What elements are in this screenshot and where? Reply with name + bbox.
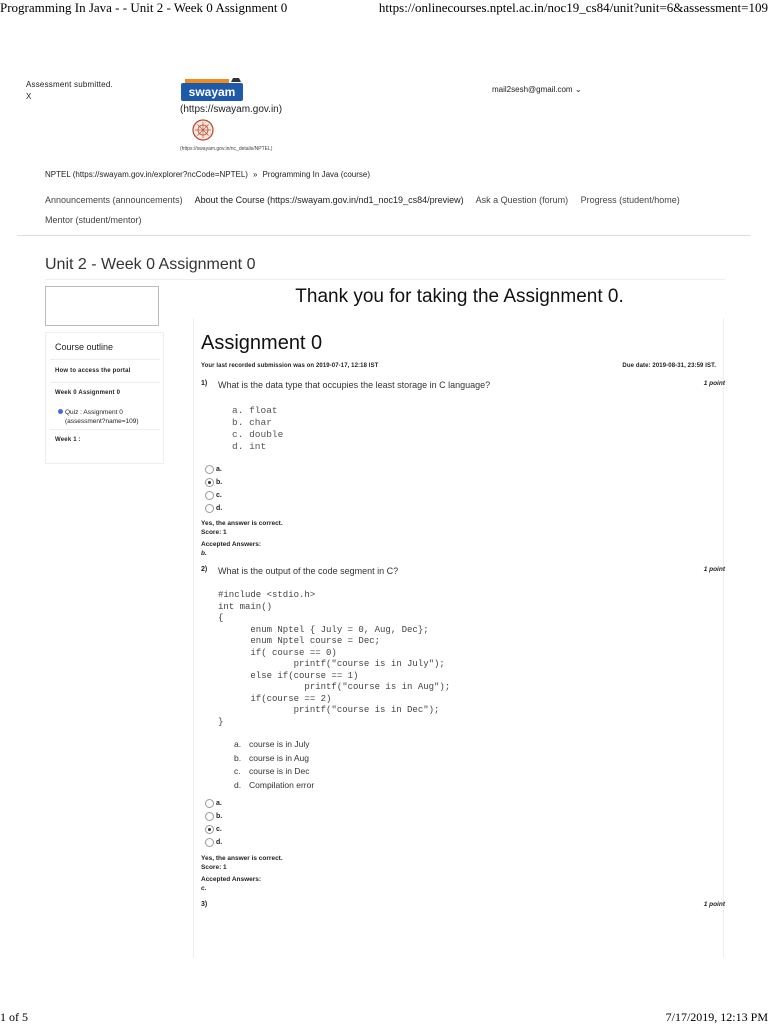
option-text: d. Compilation error bbox=[234, 779, 315, 790]
last-submission-text: Your last recorded submission was on 2019-07-17, 12:18 IST bbox=[201, 363, 379, 369]
question-number: 1) bbox=[201, 380, 208, 387]
option-text: b. char bbox=[232, 417, 272, 428]
close-icon[interactable]: X bbox=[26, 92, 32, 101]
code-line: if(course == 2) bbox=[218, 693, 332, 704]
thank-you-message: Thank you for taking the Assignment 0. bbox=[295, 286, 624, 307]
code-line: #include <stdio.h> bbox=[218, 590, 316, 600]
code-line: enum Nptel course = Dec; bbox=[218, 636, 381, 646]
breadcrumb-course[interactable]: Programming In Java (course) bbox=[262, 170, 371, 179]
answer-feedback bbox=[201, 519, 283, 558]
accepted-answer: c. bbox=[201, 885, 207, 892]
assignment-title: Assignment 0 bbox=[201, 332, 323, 354]
quiz-link: (assessment?name=109) bbox=[65, 418, 139, 425]
answer-choice[interactable]: a. bbox=[205, 797, 222, 809]
question-text: What is the output of the code segment in C? bbox=[218, 566, 399, 576]
course-nav bbox=[45, 195, 690, 225]
radio-button-selected[interactable] bbox=[205, 825, 214, 834]
question-options bbox=[234, 738, 314, 792]
accepted-answer: b. bbox=[201, 550, 207, 557]
question-number: 3) bbox=[201, 901, 208, 908]
radio-button[interactable] bbox=[205, 465, 214, 474]
nav-about-course[interactable]: About the Course (https://swayam.gov.in/nd1_noc19_cs84/preview) bbox=[194, 195, 464, 205]
score-text: Score: 1 bbox=[201, 529, 227, 536]
divider bbox=[45, 279, 725, 280]
sidebar-item-quiz[interactable] bbox=[58, 408, 139, 426]
code-line: printf("course is in Dec"); bbox=[218, 705, 440, 715]
divider bbox=[50, 359, 160, 360]
assessment-submitted-note bbox=[26, 79, 113, 103]
swayam-link[interactable]: (https://swayam.gov.in) bbox=[180, 104, 283, 115]
code-line: else if(course == 1) bbox=[218, 670, 359, 681]
answer-choice[interactable]: b. bbox=[205, 810, 222, 822]
course-outline-sidebar bbox=[45, 332, 164, 464]
radio-button[interactable] bbox=[205, 799, 214, 808]
print-page-url: https://onlinecourses.nptel.ac.in/noc19_cs84/unit?unit=6&assessment=109 bbox=[378, 0, 768, 15]
code-line: if( course == 0) bbox=[218, 647, 337, 658]
nav-announcements[interactable]: Announcements (announcements) bbox=[45, 195, 183, 205]
answer-choice[interactable]: c. bbox=[205, 489, 222, 501]
page-title: Unit 2 - Week 0 Assignment 0 bbox=[45, 256, 256, 273]
assessment-submitted-text: Assessment submitted. bbox=[26, 80, 113, 89]
answer-choice[interactable]: d. bbox=[205, 502, 222, 514]
divider bbox=[50, 382, 160, 383]
sidebar-item-how-to-access[interactable]: How to access the portal bbox=[55, 368, 131, 374]
current-item-dot-icon bbox=[58, 409, 63, 414]
question-text: What is the data type that occupies the least storage in C language? bbox=[218, 380, 491, 390]
feedback-text: Yes, the answer is correct. bbox=[201, 520, 283, 527]
breadcrumb-separator: » bbox=[252, 170, 258, 179]
code-line: { bbox=[218, 613, 224, 623]
answer-choice[interactable]: c. bbox=[205, 823, 222, 835]
nptel-link[interactable]: (https://swayam.gov.in/nc_details/NPTEL) bbox=[180, 146, 273, 152]
breadcrumb-nptel[interactable]: NPTEL (https://swayam.gov.in/explorer?ncCode=NPTEL) bbox=[45, 170, 248, 179]
question-points: 1 point bbox=[703, 380, 725, 387]
code-line: printf("course is in July"); bbox=[218, 659, 445, 669]
radio-button[interactable] bbox=[205, 491, 214, 500]
sidebar-item-week0[interactable]: Week 0 Assignment 0 bbox=[55, 390, 121, 396]
option-text: a. course is in July bbox=[234, 739, 310, 749]
radio-button[interactable] bbox=[205, 504, 214, 513]
nav-mentor[interactable]: Mentor (student/mentor) bbox=[45, 215, 142, 225]
nav-ask-question[interactable]: Ask a Question (forum) bbox=[475, 195, 569, 205]
breadcrumb bbox=[45, 170, 370, 179]
due-date-text: Due date: 2019-08-31, 23:59 IST. bbox=[622, 363, 716, 369]
answer-choice[interactable]: d. bbox=[205, 836, 222, 848]
option-text: a. float bbox=[232, 405, 278, 416]
divider bbox=[17, 235, 750, 236]
swayam-logo-text: swayam bbox=[188, 85, 236, 99]
code-line: enum Nptel { July = 0, Aug, Dec}; bbox=[218, 624, 429, 635]
accepted-answers-label: Accepted Answers: bbox=[201, 541, 262, 548]
code-line: int main() bbox=[218, 601, 273, 612]
radio-button[interactable] bbox=[205, 812, 214, 821]
answer-choices bbox=[205, 797, 222, 848]
question-points: 1 point bbox=[703, 566, 725, 573]
answer-choice[interactable]: b. bbox=[205, 476, 222, 488]
score-text: Score: 1 bbox=[201, 864, 227, 871]
option-text: b. course is in Aug bbox=[234, 752, 310, 763]
answer-choices bbox=[205, 463, 222, 514]
swayam-logo[interactable] bbox=[181, 77, 245, 103]
radio-button[interactable] bbox=[205, 838, 214, 847]
print-page-title: Programming In Java - - Unit 2 - Week 0 Assignment 0 bbox=[0, 0, 288, 15]
print-page-number: 1 of 5 bbox=[0, 1010, 28, 1024]
feedback-text: Yes, the answer is correct. bbox=[201, 855, 283, 862]
question-points: 1 point bbox=[703, 901, 725, 908]
option-text: c. course is in Dec bbox=[234, 766, 310, 776]
code-block bbox=[218, 590, 450, 728]
question-number: 2) bbox=[201, 566, 208, 573]
course-outline-heading: Course outline bbox=[55, 342, 114, 352]
sidebar-item-week1[interactable]: Week 1 : bbox=[55, 437, 81, 443]
option-text: d. int bbox=[232, 441, 267, 452]
divider bbox=[50, 429, 160, 430]
radio-button-selected[interactable] bbox=[205, 478, 214, 487]
nav-progress[interactable]: Progress (student/home) bbox=[580, 195, 680, 205]
quiz-label: Quiz : Assignment 0 bbox=[65, 409, 123, 416]
nptel-logo-icon[interactable] bbox=[192, 119, 214, 141]
user-account-menu[interactable]: mail2sesh@gmail.com ⌄ bbox=[492, 85, 582, 94]
code-line: } bbox=[218, 716, 224, 727]
print-date: 7/17/2019, 12:13 PM bbox=[665, 1010, 768, 1024]
answer-choice[interactable]: a. bbox=[205, 463, 222, 475]
sidebar-search-box[interactable] bbox=[45, 286, 159, 326]
code-line: printf("course is in Aug"); bbox=[218, 682, 451, 692]
answer-feedback bbox=[201, 854, 283, 893]
option-text: c. double bbox=[232, 429, 284, 440]
accepted-answers-label: Accepted Answers: bbox=[201, 876, 262, 883]
question-options bbox=[232, 405, 283, 453]
